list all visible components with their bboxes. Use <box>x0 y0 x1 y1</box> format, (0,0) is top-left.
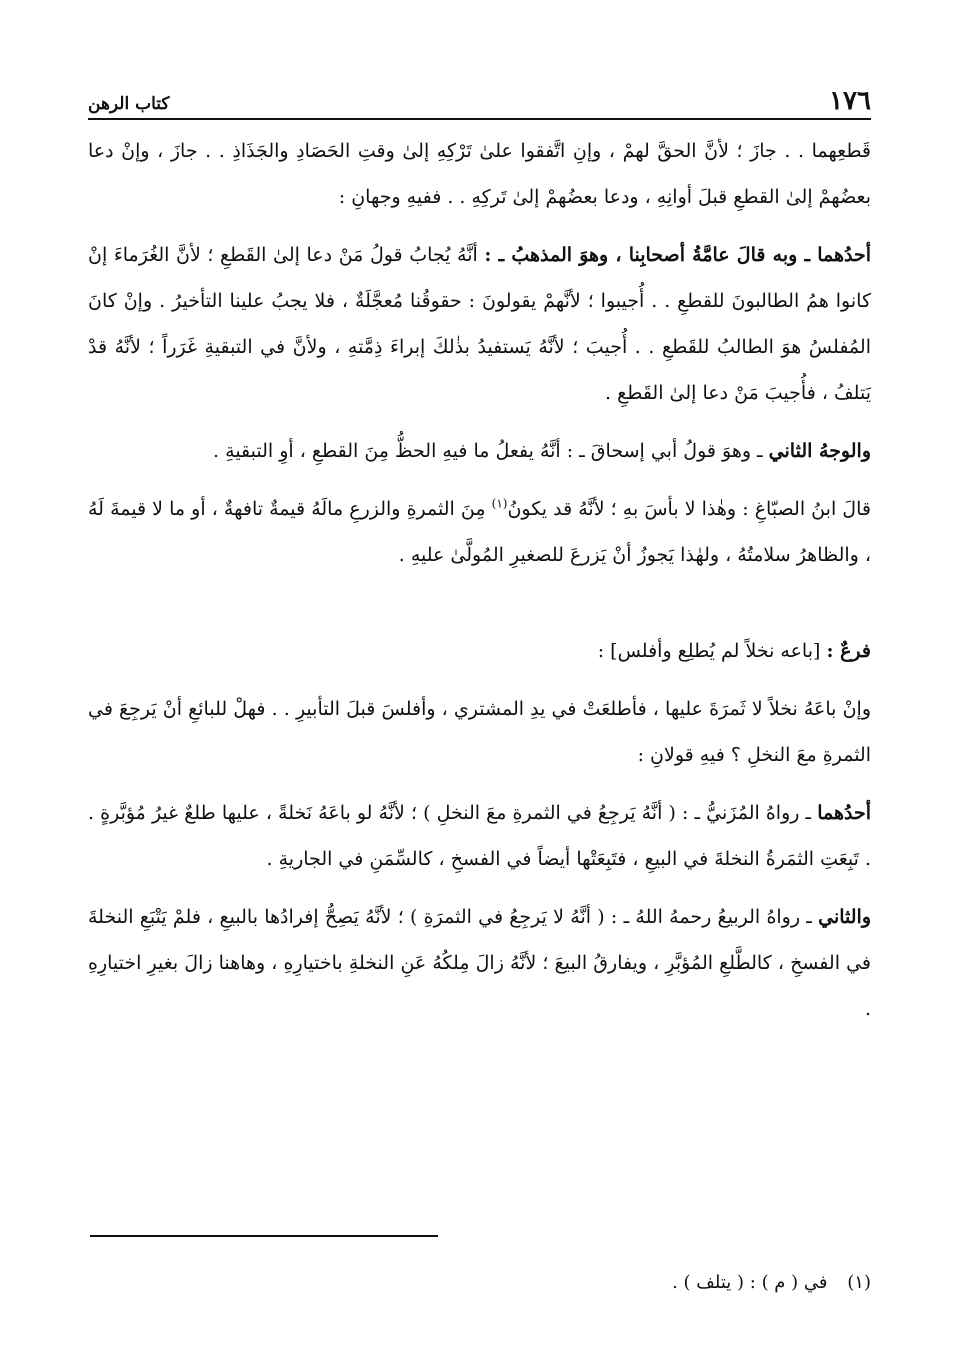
paragraph-lead: والوجهُ الثاني <box>768 440 871 462</box>
paragraph-text: قَطعِهما . . جازَ ؛ لأنَّ الحقَّ لهمْ ، وإنِ اتَّفقوا علىٰ تَرْكِهِ إلىٰ وقتِ الحَصَادِ والجَذَاذِ . . جازَ ، وإنْ دعا بعضُهمْ إلىٰ القطعِ قبلَ أوانِهِ ، ودعا بعضُهمْ إلىٰ تَركِهِ . . ففيهِ وجهانِ : <box>88 140 871 208</box>
paragraph-text: أنَّهُ يُجابُ قولُ مَنْ دعا إلىٰ القَطعِ ؛ لأنَّ الغُرَماءَ إنْ كانوا همُ الطالبونَ للقطعِ . . أُجيبوا ؛ لأنَّهمْ يقولونَ : حقوقُنا مُعجَّلَةٌ ، فلا يجبُ علينا التأخيرُ . وإنْ كانَ المُفلسُ هوَ الطالبُ للقَطعِ . . أُجيبَ ؛ لأنَّهُ يَستفيدُ بذٰلكَ إبراءَ ذِمَّتهِ ، ولأنَّ في التبقيةِ غَرَراً ؛ لأنَّهُ قدْ يَتلفُ ، فأُجيبَ مَنْ دعا إلىٰ القَطعِ . <box>88 244 871 404</box>
page-number: ١٧٦ <box>829 86 871 116</box>
paragraph-text: قالَ ابنُ الصبّاغِ : وهٰذا لا بأسَ بهِ ؛ لأنَّهُ قد يكونُ <box>507 498 871 520</box>
paragraph-text: وإنْ باعَهُ نخلاً لا ثَمرَةَ عليها ، فأطلعَتْ في يدِ المشتري ، وأفلسَ قبلَ التأبيرِ . . فهلْ للبائعِ أنْ يَرجِعَ في الثمرةِ معَ النخلِ ؟ فيهِ قولانِ : <box>88 698 871 766</box>
main-text <box>88 128 871 1044</box>
footnote-item <box>88 1268 871 1298</box>
paragraph-text: ـ رواهُ المُزَنيُّ ـ : ( أنَّهُ يَرجِعُ في الثمرةِ معَ النخلِ ) ؛ لأنَّهُ لو باعَهُ نَخلةً ، عليها طلعٌ غيرُ مُؤبَّرةٍ . . تَبِعَتِ الثمَرةُ النخلةَ في البيعِ ، فتَبِعَتْها أيضاً في الفسخِ ، كالسِّمَنِ في الجاريةِ . <box>88 802 871 870</box>
paragraph-6 <box>88 686 871 778</box>
footnote-text: في ( م ) : ( يتلف ) . <box>672 1272 828 1293</box>
footnote-number: (١) <box>847 1272 871 1293</box>
paragraph-7 <box>88 790 871 882</box>
paragraph-8 <box>88 894 871 1032</box>
branch-title: [باعه نخلاً لم يُطلِع وأفلس] : <box>597 640 821 662</box>
paragraph-lead: أحدُهما <box>817 802 872 824</box>
paragraph-lead: والثاني <box>818 906 871 928</box>
footnote-divider <box>90 1235 438 1237</box>
paragraph-lead: أحدُهما ـ وبه قالَ عامَّةُ أصحابِنا ، وهوَ المذهبُ ـ : <box>484 244 871 266</box>
footnote-marker: (١) <box>491 496 508 511</box>
paragraph-2 <box>88 232 871 416</box>
branch-heading <box>88 628 871 674</box>
paragraph-text: ـ رواهُ الربيعُ رحمهُ اللهُ ـ : ( أنَّهُ لا يَرجِعُ في الثمرَةِ ) ؛ لأنَّهُ يَصِحُّ إفرادُها بالبيعِ ، فلمْ يَتْبَعِ النخلةَ في الفسخِ ، كالطَّلعِ المُؤبَّرِ ، ويفارقُ البيعَ ؛ لأنَّهُ زالَ مِلكُهُ عَنِ النخلةِ باختيارِهِ ، وهاهنا زالَ بغيرِ اختيارِهِ . <box>88 906 871 1020</box>
paragraph-text-continued: مِنَ الثمرةِ والزرعِ مالَهُ قيمةٌ تافهةٌ ، أو ما لا قيمةَ لَهُ ، والظاهرُ سلامتُهُ ، ولهٰذا يَجوزُ أنْ يَزرعَ للصغيرِ المُولَّىٰ عليهِ . <box>88 498 871 566</box>
branch-label: فرعٌ : <box>826 640 871 662</box>
paragraph-1 <box>88 128 871 220</box>
paragraph-4 <box>88 486 871 578</box>
running-title: كتاب الرهن <box>88 94 170 114</box>
paragraph-3 <box>88 428 871 474</box>
page-header <box>88 78 871 120</box>
footnotes <box>88 1268 871 1298</box>
paragraph-text: ـ وهوَ قولُ أبي إسحاقَ ـ : أنَّهُ يفعلُ ما فيهِ الحظُّ مِنَ القطعِ ، أوِ التبقيةِ . <box>213 440 763 462</box>
